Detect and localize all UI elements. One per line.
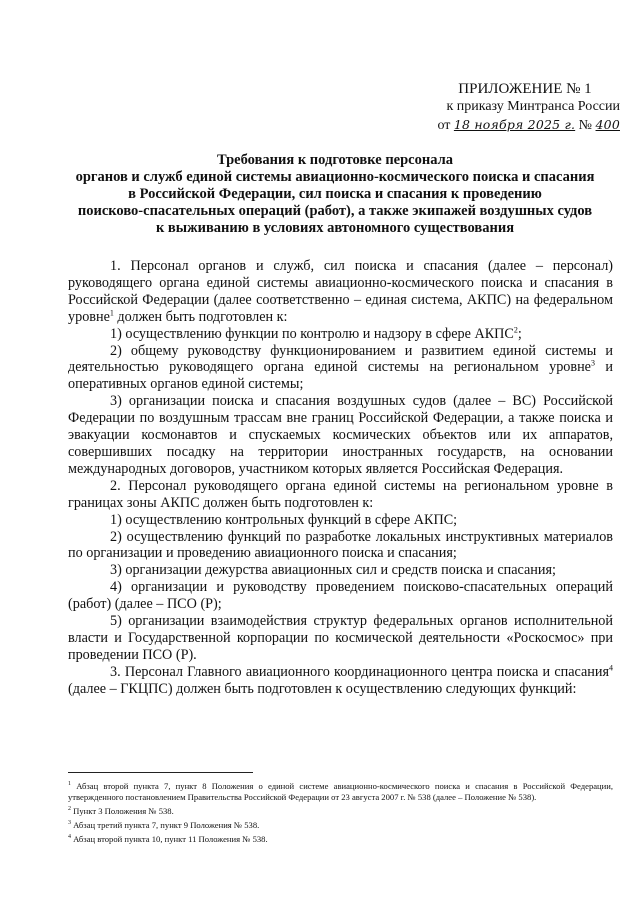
document-title [60, 152, 610, 237]
number-sign: № [578, 118, 593, 133]
appendix-header [390, 80, 620, 135]
list-item: 2) осуществлению функций по разработке локальных инструктивных материалов по организации и проведению авиационного поиска и спасания; [68, 528, 613, 562]
title-line: в Российской Федерации, сил поиска и спасания к проведению [128, 186, 542, 202]
paragraph-2: 2. Персонал руководящего органа единой системы на региональном уровне в границах зоны АКПС должен быть подготовлен к: [68, 477, 613, 511]
order-reference: к приказу Минтранса России [446, 99, 620, 114]
title-line: поисково-спасательных операций (работ), а также экипажей воздушных судов [77, 203, 593, 219]
document-body [68, 258, 613, 698]
list-item: 3) организации дежурства авиационных сил и средств поиска и спасания; [110, 562, 556, 579]
paragraph-1: 1. Персонал органов и служб, сил поиска и спасания (далее – персонал) руководящего органа единой системы авиационно-космического поиска и спасания в Российской Федерации (далее соответственно – единая система, АКПС) на федеральном уровне$^1$ должен быть подготовлен к: [68, 258, 613, 325]
paragraph-3: 3. Персонал Главного авиационного координационного центра поиска и спасания$^4$ (далее – ГКЦПС) должен быть подготовлен к осуществлению следующих функций: [68, 663, 613, 697]
footnote-ref: 1 [109, 307, 114, 317]
footnote-ref: 2 [513, 324, 518, 334]
list-item: 1) осуществлению функции по контролю и надзору в сфере АКПС$^2$; [110, 324, 522, 342]
title-line: органов и служб единой системы авиационно-космического поиска и спасания [75, 169, 595, 185]
appendix-title: ПРИЛОЖЕНИЕ № 1 [458, 81, 592, 97]
date-prefix: от [437, 118, 451, 133]
handwritten-date: 18 ноября 2025 г. [453, 117, 576, 132]
footnote: $^1$ Абзац второй пункта 7, пункт 8 Положения о единой системе авиационно-космического поиска и спасания в Российской Федерации, утвержденного постановлением Правительства Российской Федерации от 23 августа 2007 г. № 538 (далее – Положение № 538). [68, 780, 613, 802]
footnote-divider [68, 772, 253, 773]
footnote-ref: 4 [609, 663, 613, 673]
list-item: 5) организации взаимодействия структур федеральных органов исполнительной власти и Государственной корпорации по космической деятельности «Роскосмос» при проведении ПСО (Р). [68, 613, 613, 663]
footnote: $^4$ Абзац второй пункта 10, пункт 11 Положения № 538. [68, 833, 268, 844]
list-item: 3) организации поиска и спасания воздушных судов (далее – ВС) Российской Федерации по воздушным трассам вне границ Российской Федерации, а также поиска и эвакуации космонавтов и спускаемых космических объектов или их аппаратов, совершивших посадку на территории иностранных государств, на основании международных договоров, участником которых является Российская Федерация. [68, 393, 613, 477]
footnote: $^2$ Пункт 3 Положения № 538. [68, 805, 174, 816]
order-date-line [390, 116, 620, 135]
footnote-ref: 3 [590, 358, 595, 368]
title-line: Требования к подготовке персонала [217, 152, 453, 168]
title-line: к выживанию в условиях автономного существования [155, 220, 515, 236]
handwritten-order-number: 400 [595, 117, 620, 132]
list-item: 2) общему руководству функционированием и развитием единой системы и деятельностью руководящего органа единой системы на региональном уровне$^3$ и оперативных органов единой системы; [68, 342, 613, 393]
footnotes [68, 779, 613, 845]
list-item: 4) организации и руководству проведением поисково-спасательных операций (работ) (далее – ПСО (Р); [68, 579, 613, 613]
list-item: 1) осуществлению контрольных функций в сфере АКПС; [110, 511, 458, 528]
footnote: $^3$ Абзац третий пункта 7, пункт 9 Положения № 538. [68, 819, 260, 830]
